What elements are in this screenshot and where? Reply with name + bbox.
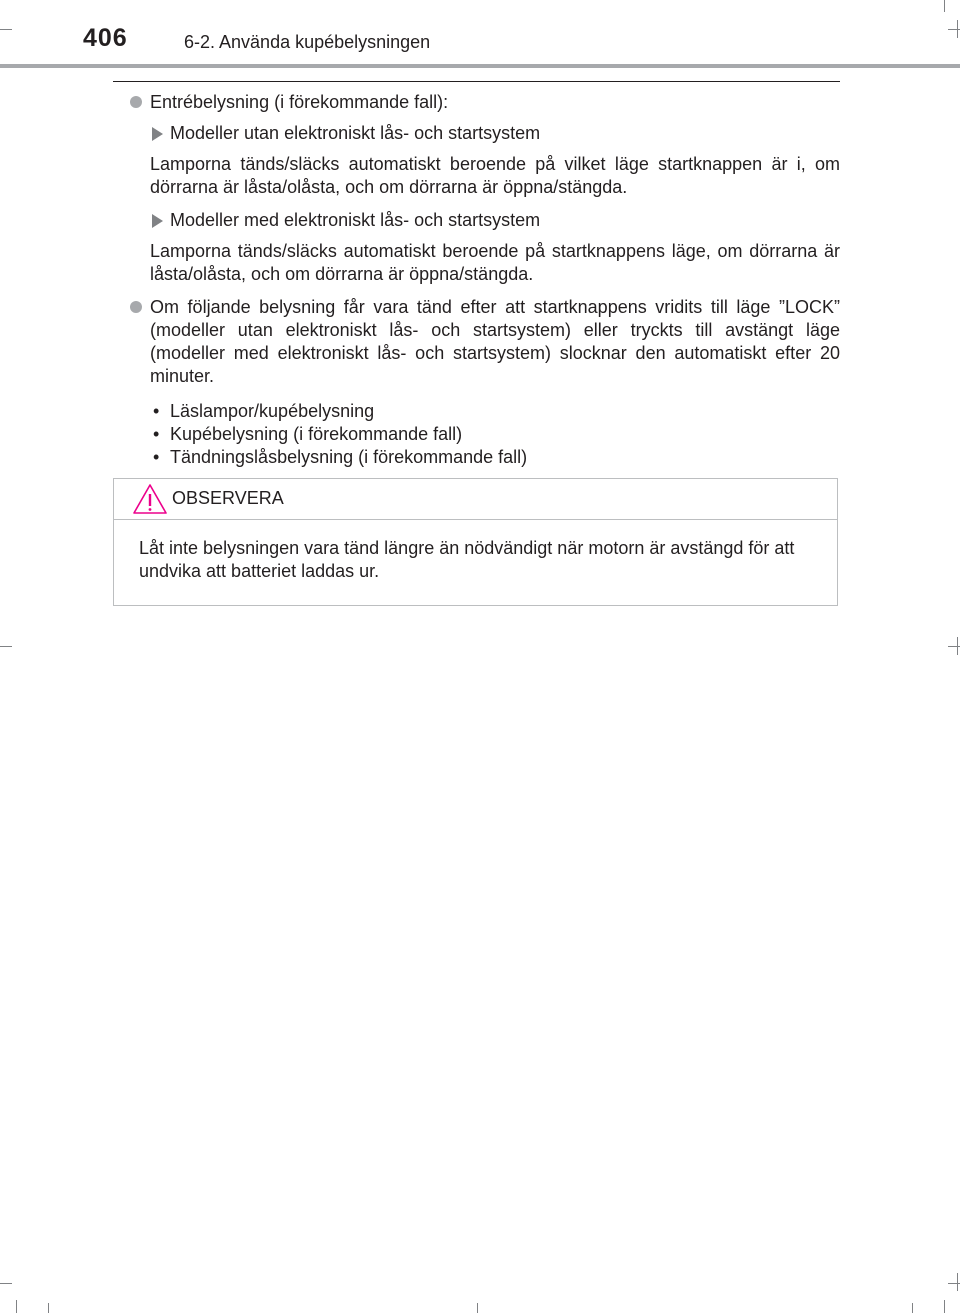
crop-mark: [912, 1303, 913, 1313]
crop-mark: [948, 1283, 960, 1284]
sub-heading-label: Modeller med elektroniskt lås- och startsystem: [170, 210, 541, 230]
sub-paragraph: Lamporna tänds/släcks automatiskt beroende på vilket läge startknappen är i, om dörrarna är låsta/olåsta, och om dörrarna är öppna/stängda.: [150, 154, 840, 197]
bullet-dot-icon: [130, 96, 142, 108]
divider: [113, 81, 840, 82]
notice-header: [114, 479, 837, 520]
crop-mark: [0, 1283, 12, 1284]
notice-title: OBSERVERA: [172, 488, 284, 508]
sub-paragraph: Lamporna tänds/släcks automatiskt beroende på startknappens läge, om dörrarna är låsta/olåsta, och om dörrarna är öppna/stängda.: [150, 241, 840, 284]
page-number: 406: [83, 24, 128, 52]
bullet-dot-icon: [130, 301, 142, 313]
bullet-text: Om följande belysning får vara tänd efter att startknappens vridits till läge ”LOCK” (modeller utan elektroniskt lås- och startsystem) eller tryckts till avstängt läge (modeller med elektroniskt lås- och startsystem) slocknar den automatiskt efter 20 minuter.: [150, 297, 840, 386]
notice-text: Låt inte belysningen vara tänd längre än nödvändigt när motorn är avstängd för att undvika att batteriet laddas ur.: [139, 538, 795, 581]
main-content: [130, 91, 840, 477]
warning-triangle-icon: [132, 483, 168, 515]
list-item: • Tändningslåsbelysning (i förekommande fall): [153, 447, 528, 467]
header-bar: [0, 64, 960, 68]
section-title: 6-2. Använda kupébelysningen: [184, 32, 431, 52]
sub-heading: [152, 122, 840, 145]
sub-heading-label: Modeller utan elektroniskt lås- och startsystem: [170, 123, 541, 143]
bullet-item: [130, 91, 840, 286]
crop-mark: [957, 20, 958, 38]
lamp-list: [150, 400, 840, 469]
crop-mark: [477, 1303, 478, 1313]
bullet-text: Entrébelysning (i förekommande fall):: [150, 92, 449, 112]
notice-box: [113, 478, 838, 606]
crop-mark: [957, 1273, 958, 1291]
crop-mark: [16, 1300, 17, 1313]
crop-mark: [0, 29, 12, 30]
list-item: • Läslampor/kupébelysning: [153, 401, 375, 421]
triangle-right-icon: [152, 214, 163, 228]
crop-mark: [0, 646, 12, 647]
crop-mark: [48, 1303, 49, 1313]
bullet-item: [130, 296, 840, 469]
crop-mark: [948, 29, 960, 30]
crop-mark: [944, 1300, 945, 1313]
crop-mark: [944, 0, 945, 12]
sub-heading: [152, 209, 840, 232]
triangle-right-icon: [152, 127, 163, 141]
crop-mark: [957, 637, 958, 655]
crop-mark: [948, 646, 960, 647]
list-item: • Kupébelysning (i förekommande fall): [153, 424, 463, 444]
